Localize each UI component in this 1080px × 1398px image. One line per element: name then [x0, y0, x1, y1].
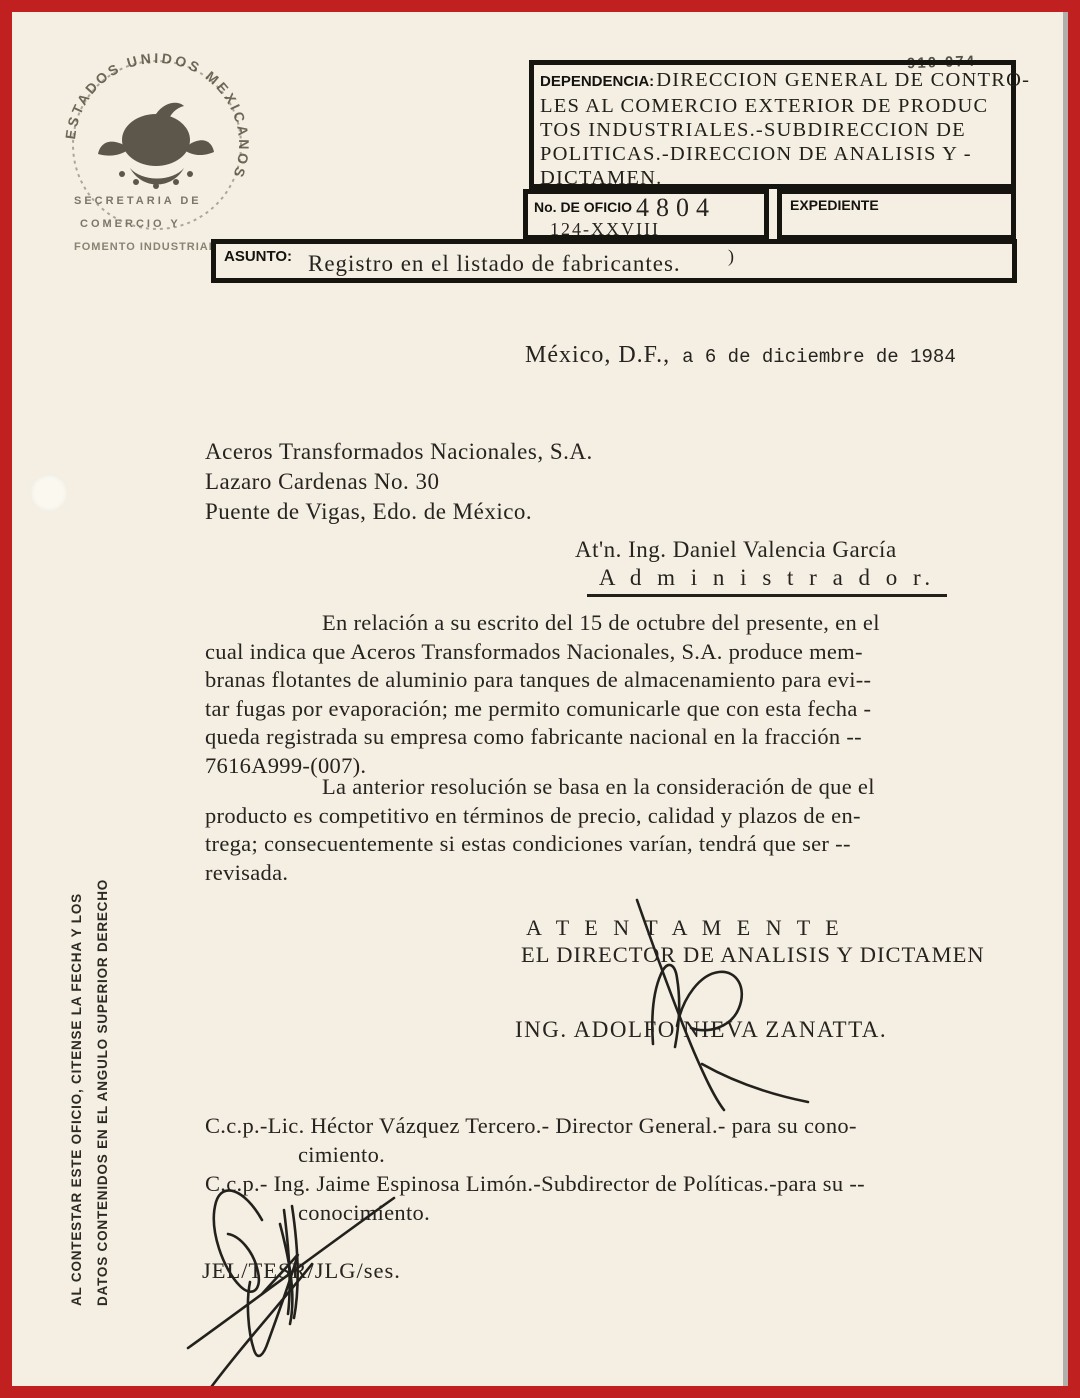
body-line: trega; consecuentemente si estas condiciones varían, tendrá que ser --: [205, 831, 851, 857]
oficio-box: [523, 189, 769, 240]
dependencia-label: DEPENDENCIA:: [540, 73, 655, 90]
closing-title: EL DIRECTOR DE ANALISIS Y DICTAMEN: [521, 942, 985, 967]
recipient-line: Lazaro Cardenas No. 30: [205, 469, 440, 494]
body-line: tar fugas por evaporación; me permito comunicarle que con esta fecha -: [205, 695, 872, 721]
body-line: En relación a su escrito del 15 de octubre del presente, en el: [322, 610, 880, 635]
asunto-box: [211, 239, 1017, 283]
typist-initials: JEL/TESR/JLG/ses.: [202, 1258, 401, 1283]
cc-line: C.c.p.-Lic. Héctor Vázquez Tercero.- Director General.- para su cono-: [205, 1113, 857, 1138]
secretaria-line: COMERCIO Y: [80, 218, 181, 230]
expediente-box: [777, 189, 1016, 240]
attention-title: A d m i n i s t r a d o r.: [587, 565, 947, 597]
body-line: producto es competitivo en términos de precio, calidad y plazos de en-: [205, 802, 861, 828]
scan-edge-artifact: [1063, 12, 1068, 1386]
margin-note-line: DATOS CONTENIDOS EN EL ANGULO SUPERIOR DERECHO: [95, 878, 110, 1306]
body-line: cual indica que Aceros Transformados Nacionales, S.A. produce mem-: [205, 638, 863, 664]
cc-list: [205, 1111, 865, 1227]
dateline-date: a 6 de diciembre de 1984: [682, 346, 956, 368]
recipient-address: [205, 437, 593, 527]
dateline-city: México, D.F.,: [525, 342, 671, 368]
body-line: 7616A999-(007).: [205, 752, 367, 778]
dependencia-text: DIRECCION GENERAL DE CONTRO-: [656, 69, 1031, 91]
dependencia-box: [529, 60, 1031, 189]
body-paragraph-2: [205, 773, 995, 887]
secretaria-line: FOMENTO INDUSTRIAL: [74, 241, 217, 253]
secretaria-line: SECRETARIA DE: [74, 195, 202, 207]
signer-name: ING. ADOLFO NIEVA ZANATTA.: [515, 1017, 888, 1042]
oficio-reference: 124-XXVIII: [550, 219, 660, 239]
dependencia-line: DICTAMEN.: [540, 166, 662, 193]
seal-circle-text: ESTADOS UNIDOS MEXICANOS: [62, 49, 253, 183]
body-line: queda registrada su empresa como fabricante nacional en la fracción --: [205, 724, 862, 750]
margin-note-line: AL CONTESTAR ESTE OFICIO, CITENSE LA FECHA Y LOS: [69, 893, 84, 1306]
dependencia-line: POLITICAS.-DIRECCION DE ANALISIS Y -: [540, 143, 972, 165]
body-line: branas flotantes de aluminio para tanques de almacenamiento para evi--: [205, 667, 872, 693]
cc-line: C.c.p.- Ing. Jaime Espinosa Limón.-Subdirector de Políticas.-para su --: [205, 1171, 865, 1196]
closing-salutation: A T E N T A M E N T E: [526, 915, 844, 940]
expediente-label: EXPEDIENTE: [790, 197, 879, 213]
punch-hole: [30, 474, 68, 512]
recipient-line: Aceros Transformados Nacionales, S.A.: [205, 439, 593, 464]
body-line: revisada.: [205, 859, 289, 885]
asunto-label: ASUNTO:: [224, 248, 293, 265]
dateline: [525, 342, 956, 369]
oficio-label: No. DE OFICIO: [534, 199, 632, 215]
asunto-text: Registro en el listado de fabricantes.: [308, 251, 681, 276]
body-line: La anterior resolución se basa en la consideración de que el: [322, 774, 875, 799]
oficio-number: 4804: [636, 193, 716, 222]
recipient-line: Puente de Vigas, Edo. de México.: [205, 499, 533, 524]
body-paragraph-1: [205, 609, 995, 781]
dependencia-line: TOS INDUSTRIALES.-SUBDIRECCION DE: [540, 119, 966, 141]
cc-line: conocimiento.: [298, 1200, 430, 1225]
cc-line: cimiento.: [298, 1142, 386, 1167]
corner-number-stamp: 910-074: [906, 52, 977, 73]
dependencia-line: LES AL COMERCIO EXTERIOR DE PRODUC: [540, 95, 989, 117]
asunto-paren-mark: ): [728, 246, 734, 266]
attention-line: At'n. Ing. Daniel Valencia García: [575, 537, 897, 562]
dependencia-line: [540, 68, 1031, 94]
margin-instruction-note: [64, 772, 116, 1306]
eagle-icon: [98, 103, 214, 189]
